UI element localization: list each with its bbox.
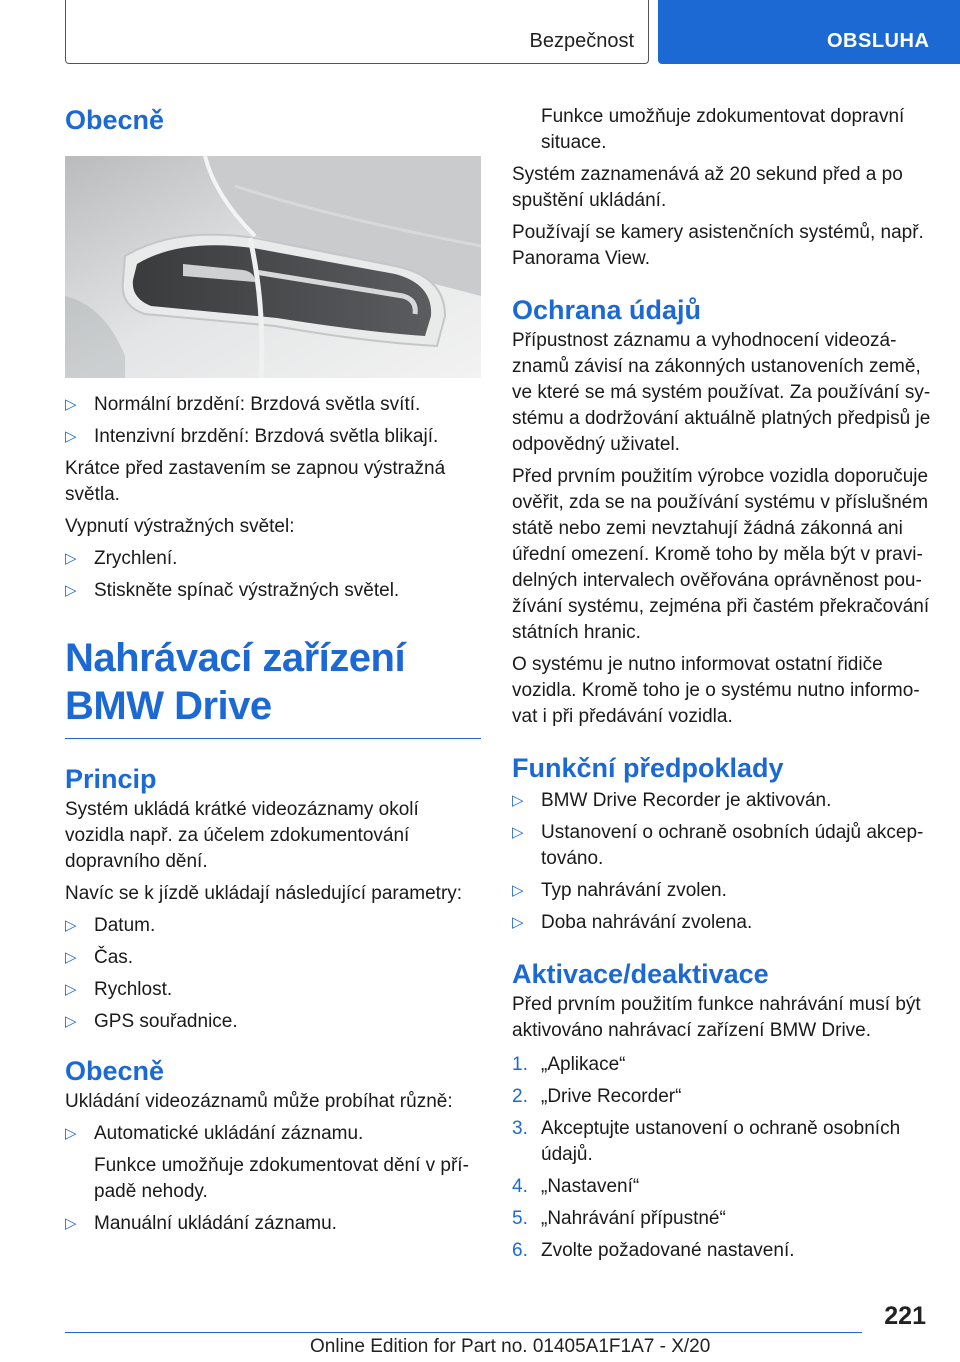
list-item: ▷ Automatické ukládání záznamu. Funkce umožňuje zdokumentovat dění v případě nehody. [65,1121,481,1205]
heading-rule [65,738,481,739]
chapter-tab [658,0,960,64]
list-item: 1. „Aplikace“ [512,1052,932,1078]
list-item: ▷ BMW Drive Recorder je aktivován. [512,788,932,814]
seconds-text: Systém zaznamenává až 20 sekund před a po spuštění ukládání. [512,164,903,211]
step-number: 2. [512,1086,528,1107]
list-item: ▷ Normální brzdění: Brzdová světla svítí. [65,392,481,418]
footer-rule [65,1332,862,1333]
hazard-off-list [65,546,481,604]
bullet-icon: ▷ [65,396,77,413]
heading-general-2: Obecně [65,1056,165,1086]
step-number: 3. [512,1118,528,1139]
step-number: 5. [512,1208,528,1229]
bullet-icon: ▷ [512,914,524,931]
section-title: Bezpečnost [529,30,634,52]
list-item: 3. Akceptujte ustanovení o ochraně osobních údajů. [512,1118,901,1165]
header-box [65,0,649,64]
principle-text: Systém ukládá krátké videozáznamy okolí vozidla např. za účelem zdokumentování dopravního dění. [65,799,419,872]
bullet-icon: ▷ [65,981,77,998]
bullet-icon: ▷ [65,949,77,966]
bullet-icon: ▷ [65,1125,77,1142]
list-item: ▷ Rychlost. [65,977,481,1003]
storage-text: Ukládání videozáznamů může probíhat různě: [65,1091,453,1112]
heading-activation: Aktivace/deaktivace [512,959,769,989]
heading-privacy: Ochrana údajů [512,295,702,325]
bullet-icon: ▷ [65,550,77,567]
list-item: ▷ Čas. [65,945,481,971]
chapter-title: OBSLUHA [827,30,930,52]
params-list [65,913,481,1035]
bullet-icon: ▷ [512,824,524,841]
bullet-icon: ▷ [512,792,524,809]
cameras-text: Používají se kamery asistenčních systémů, např. Panorama View. [512,222,924,269]
storage-auto-desc: Funkce umožňuje zdokumentovat dění v případě nehody. [94,1155,469,1202]
heading-prerequisites: Funkční předpoklady [512,753,784,783]
left-column [65,96,481,1237]
privacy-text-1: Přípustnost záznamu a vyhodnocení videozáznamů závisí na zákonných ustanoveních země, ve které se má systém používat. Za používání systému a dodržování aktuálně platných předpisů je odpovědný uživatel. [512,330,931,455]
list-item: ▷ Datum. [65,913,481,939]
heading-general: Obecně [65,105,165,135]
manual-desc: Funkce umožňuje zdokumentovat dopravní situace. [541,106,905,153]
list-item: ▷ Manuální ukládání záznamu. [65,1211,481,1237]
params-text: Navíc se k jízdě ukládají následující parametry: [65,883,463,904]
hazard-off-text: Vypnutí výstražných světel: [65,516,295,537]
list-item: 4. „Nastavení“ [512,1174,932,1200]
list-item: ▷ Doba nahrávání zvolena. [512,910,932,936]
heading-principle: Princip [65,764,157,794]
bullet-icon: ▷ [65,1215,77,1232]
tail-light-photo [65,156,481,378]
list-item: ▷ Zrychlení. [65,546,481,572]
storage-list [65,1121,481,1237]
brake-list [65,392,481,450]
activation-text: Před prvním použitím funkce nahrávání musí být aktivováno nahrávací zařízení BMW Drive. [512,994,921,1041]
prerequisites-list [512,788,932,936]
list-item: 6. Zvolte požadované nastavení. [512,1238,932,1264]
bullet-icon: ▷ [512,882,524,899]
hazard-on-text: Krátce před zastavením se zapnou výstražná světla. [65,458,446,505]
list-item: ▷ Stiskněte spínač výstražných světel. [65,578,481,604]
right-column [512,96,932,1264]
footer-edition: Online Edition for Part no. 01405A1F1A7 - X/20 [310,1336,711,1357]
step-number: 1. [512,1054,528,1075]
privacy-text-3: O systému je nutno informovat ostatní řidiče vozidla. Kromě toho je o systému nutno informovat i při předávání vozidla. [512,654,920,727]
step-number: 6. [512,1240,528,1261]
list-item: ▷ Ustanovení o ochraně osobních údajů akceptováno. [512,822,924,869]
step-number: 4. [512,1176,528,1197]
heading-recorder: Nahrávací zařízení BMW Drive [65,636,406,728]
list-item: ▷ GPS souřadnice. [65,1009,481,1035]
page-number: 221 [884,1302,926,1330]
privacy-text-2: Před prvním použitím výrobce vozidla doporučuje ověřit, zda se na používání systému v příslušném státě nebo zemi nevztahují žádná zákonná ani úřední omezení. Kromě toho by měla být v pravidelných intervalech ověřována oprávněnost používání systému, zejména při častém překračování státních hranic. [512,466,930,643]
bullet-icon: ▷ [65,582,77,599]
list-item: 5. „Nahrávání přípustné“ [512,1206,932,1232]
bullet-icon: ▷ [65,1013,77,1030]
bullet-icon: ▷ [65,428,77,445]
list-item: ▷ Typ nahrávání zvolen. [512,878,932,904]
bullet-icon: ▷ [65,917,77,934]
steps-list [512,1052,932,1264]
list-item: 2. „Drive Recorder“ [512,1084,932,1110]
list-item: ▷ Intenzivní brzdění: Brzdová světla blikají. [65,424,481,450]
